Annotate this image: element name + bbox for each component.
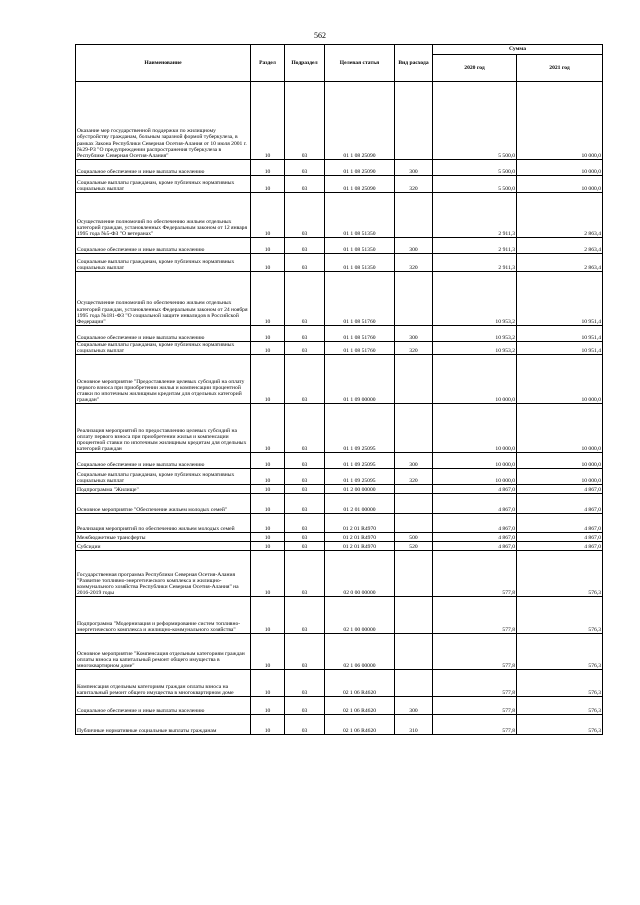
row-sum-2020: 4 867,0	[433, 542, 517, 551]
row-sum-2021: 2 863,4	[517, 193, 603, 238]
row-sum-2020: 2 911,3	[433, 254, 517, 272]
row-sum-2020: 10 000,0	[433, 355, 517, 404]
row-name: Субсидии	[76, 542, 251, 551]
row-subsection: 03	[285, 551, 325, 597]
row-sum-2021: 10 000,0	[517, 355, 603, 404]
row-sum-2021: 2 863,4	[517, 238, 603, 254]
row-sum-2021: 10 000,0	[517, 176, 603, 193]
table-row	[76, 697, 603, 715]
row-expense-type	[395, 634, 433, 670]
table-row	[76, 193, 603, 238]
row-expense-type: 320	[395, 254, 433, 272]
row-sum-2021: 2 863,4	[517, 254, 603, 272]
table-row	[76, 326, 603, 342]
row-section: 10	[251, 193, 285, 238]
table-row	[76, 533, 603, 542]
header-section: Раздел	[251, 45, 285, 82]
row-expense-type	[395, 551, 433, 597]
row-section: 10	[251, 542, 285, 551]
header-subsection: Подраздел	[285, 45, 325, 82]
header-year-2020: 2020 год	[433, 55, 517, 82]
row-subsection: 03	[285, 469, 325, 485]
row-sum-2020: 2 911,3	[433, 193, 517, 238]
row-expense-type: 320	[395, 176, 433, 193]
table-row	[76, 485, 603, 494]
row-name: Основное мероприятие "Компенсация отдельным категориям граждан оплаты взноса на капитальный ремонт общего имущества в многоквартирном доме"	[76, 634, 251, 670]
table-row	[76, 254, 603, 272]
row-subsection: 03	[285, 514, 325, 533]
row-section: 10	[251, 697, 285, 715]
row-section: 10	[251, 485, 285, 494]
row-sum-2020: 10 953,2	[433, 342, 517, 355]
row-name: Социальное обеспечение и иные выплаты населению	[76, 453, 251, 469]
table-row	[76, 82, 603, 160]
row-name: Подпрограмма "Модернизация и реформирование систем топливно-энергетического комплекса и жилищно-коммунального хозяйства"	[76, 597, 251, 634]
row-target: 01 1 08 25090	[325, 82, 395, 160]
row-target: 01 1 08 51350	[325, 193, 395, 238]
row-name: Осуществление полномочий по обеспечению жильем отдельных категорий граждан, установленных Федеральным законом от 12 января 1995 года №5-ФЗ "О ветеранах"	[76, 193, 251, 238]
row-name: Государственная программа Республики Северная Осетия-Алания "Развитие топливно-энергетического комплекса и жилищно-коммунального хозяйства Республики Северная Осетия-Алания" на 2016-2019 годы	[76, 551, 251, 597]
row-sum-2021: 4 867,0	[517, 514, 603, 533]
page-number: 562	[314, 31, 326, 40]
row-subsection: 03	[285, 697, 325, 715]
row-name: Реализация мероприятий по обеспечению жильем молодых семей	[76, 514, 251, 533]
row-target: 01 1 08 51760	[325, 272, 395, 326]
row-name: Межбюджетные трансферты	[76, 533, 251, 542]
row-sum-2020: 4 867,0	[433, 494, 517, 514]
row-section: 10	[251, 254, 285, 272]
row-expense-type: 310	[395, 715, 433, 735]
table-row	[76, 404, 603, 453]
row-subsection: 03	[285, 272, 325, 326]
table-row	[76, 670, 603, 697]
row-sum-2021: 10 951,4	[517, 342, 603, 355]
row-section: 10	[251, 533, 285, 542]
row-name: Оказание мер государственной поддержки по жилищному обустройству гражданам, больным заразной формой туберкулеза, в рамках Закона Республики Северная Осетия-Алания от 10 июля 2001 г. №29-РЗ "О предупреждении распространения туберкулеза в Республике Северная Осетия-Алания"	[76, 82, 251, 160]
row-sum-2021: 4 867,0	[517, 542, 603, 551]
row-expense-type: 520	[395, 542, 433, 551]
table-row	[76, 551, 603, 597]
row-sum-2021: 10 000,0	[517, 404, 603, 453]
row-sum-2021: 10 000,0	[517, 469, 603, 485]
row-section: 10	[251, 82, 285, 160]
row-section: 10	[251, 238, 285, 254]
row-target: 01 1 09 00000	[325, 355, 395, 404]
row-section: 10	[251, 404, 285, 453]
row-section: 10	[251, 355, 285, 404]
row-section: 10	[251, 326, 285, 342]
row-subsection: 03	[285, 533, 325, 542]
row-target: 01 1 08 51760	[325, 326, 395, 342]
row-target: 02 1 06 00000	[325, 634, 395, 670]
row-sum-2020: 577,8	[433, 697, 517, 715]
row-subsection: 03	[285, 715, 325, 735]
row-sum-2020: 4 867,0	[433, 485, 517, 494]
row-expense-type	[395, 193, 433, 238]
row-subsection: 03	[285, 404, 325, 453]
row-target: 01 1 08 25090	[325, 160, 395, 176]
row-name: Социальное обеспечение и иные выплаты населению	[76, 160, 251, 176]
row-subsection: 03	[285, 254, 325, 272]
table-row	[76, 238, 603, 254]
row-sum-2020: 577,8	[433, 551, 517, 597]
budget-body	[76, 82, 603, 735]
row-subsection: 03	[285, 326, 325, 342]
row-subsection: 03	[285, 542, 325, 551]
row-sum-2020: 5 500,0	[433, 176, 517, 193]
row-sum-2021: 10 000,0	[517, 82, 603, 160]
row-target: 01 2 01 R4970	[325, 542, 395, 551]
row-expense-type: 320	[395, 342, 433, 355]
row-subsection: 03	[285, 160, 325, 176]
table-row	[76, 597, 603, 634]
row-name: Социальные выплаты гражданам, кроме публичных нормативных социальных выплат	[76, 469, 251, 485]
row-sum-2020: 5 500,0	[433, 82, 517, 160]
row-sum-2020: 2 911,3	[433, 238, 517, 254]
row-section: 10	[251, 342, 285, 355]
row-section: 10	[251, 715, 285, 735]
row-subsection: 03	[285, 670, 325, 697]
row-name: Социальные выплаты гражданам, кроме публичных нормативных социальных выплат	[76, 254, 251, 272]
row-sum-2021: 10 951,4	[517, 272, 603, 326]
row-expense-type: 320	[395, 469, 433, 485]
row-name: Социальные выплаты гражданам, кроме публичных нормативных социальных выплат	[76, 176, 251, 193]
row-target: 01 2 01 00000	[325, 494, 395, 514]
row-name: Основное мероприятие "Обеспечение жильем молодых семей"	[76, 494, 251, 514]
row-sum-2020: 577,8	[433, 715, 517, 735]
row-name: Социальное обеспечение и иные выплаты населению	[76, 697, 251, 715]
row-name: Социальные выплаты гражданам, кроме публичных нормативных социальных выплат	[76, 342, 251, 355]
row-section: 10	[251, 514, 285, 533]
table-row	[76, 453, 603, 469]
row-expense-type	[395, 597, 433, 634]
row-sum-2020: 4 867,0	[433, 533, 517, 542]
row-section: 10	[251, 494, 285, 514]
row-sum-2021: 4 867,0	[517, 533, 603, 542]
row-sum-2021: 576,3	[517, 670, 603, 697]
row-subsection: 03	[285, 82, 325, 160]
row-target: 01 2 00 00000	[325, 485, 395, 494]
table-row	[76, 272, 603, 326]
table-row	[76, 715, 603, 735]
row-subsection: 03	[285, 494, 325, 514]
row-expense-type	[395, 82, 433, 160]
row-subsection: 03	[285, 453, 325, 469]
row-expense-type	[395, 272, 433, 326]
row-subsection: 03	[285, 485, 325, 494]
row-sum-2021: 4 867,0	[517, 485, 603, 494]
row-target: 01 1 08 51760	[325, 342, 395, 355]
row-name: Реализация мероприятий по предоставлению целевых субсидий на оплату первого взноса при приобретении жилья и компенсации процентной ставки по ипотечным жилищным кредитам для отдельных категорий граждан	[76, 404, 251, 453]
row-sum-2020: 5 500,0	[433, 160, 517, 176]
row-sum-2020: 10 000,0	[433, 453, 517, 469]
row-section: 10	[251, 670, 285, 697]
row-sum-2021: 576,3	[517, 697, 603, 715]
row-sum-2020: 10 000,0	[433, 469, 517, 485]
budget-table	[75, 44, 603, 735]
row-name: Осуществление полномочий по обеспечению жильем отдельных категорий граждан, установленных Федеральным законом от 24 ноября 1995 года №181-ФЗ "О социальной защите инвалидов в Российской Федерации"	[76, 272, 251, 326]
row-target: 01 1 08 51350	[325, 254, 395, 272]
row-section: 10	[251, 176, 285, 193]
row-expense-type: 300	[395, 160, 433, 176]
row-expense-type: 300	[395, 326, 433, 342]
table-row	[76, 469, 603, 485]
header-sum: Сумма	[433, 45, 603, 55]
row-expense-type	[395, 355, 433, 404]
header-target: Целевая статья	[325, 45, 395, 82]
row-sum-2021: 10 951,4	[517, 326, 603, 342]
table-row	[76, 514, 603, 533]
row-expense-type: 300	[395, 238, 433, 254]
row-subsection: 03	[285, 193, 325, 238]
row-name: Основное мероприятие "Предоставление целевых субсидий на оплату первого взноса при приобретении жилья и компенсации процентной ставки по ипотечным жилищным кредитам для отдельных категорий граждан"	[76, 355, 251, 404]
row-expense-type: 300	[395, 453, 433, 469]
table-row	[76, 542, 603, 551]
row-sum-2021: 576,3	[517, 634, 603, 670]
table-row	[76, 634, 603, 670]
row-target: 01 1 09 25095	[325, 469, 395, 485]
row-expense-type	[395, 494, 433, 514]
row-section: 10	[251, 597, 285, 634]
row-name: Социальное обеспечение и иные выплаты населению	[76, 326, 251, 342]
row-subsection: 03	[285, 176, 325, 193]
row-section: 10	[251, 634, 285, 670]
row-sum-2020: 577,8	[433, 597, 517, 634]
row-target: 02 1 00 00000	[325, 597, 395, 634]
row-target: 02 1 06 R4620	[325, 670, 395, 697]
row-section: 10	[251, 272, 285, 326]
row-sum-2021: 10 000,0	[517, 160, 603, 176]
table-row	[76, 176, 603, 193]
row-name: Подпрограмма "Жилище"	[76, 485, 251, 494]
row-section: 10	[251, 469, 285, 485]
row-target: 01 2 01 R4970	[325, 533, 395, 542]
row-target: 02 0 00 00000	[325, 551, 395, 597]
row-section: 10	[251, 160, 285, 176]
row-subsection: 03	[285, 238, 325, 254]
row-target: 02 1 06 R4620	[325, 697, 395, 715]
row-target: 01 1 09 25095	[325, 453, 395, 469]
header-name: Наименование	[76, 45, 251, 82]
row-target: 01 2 01 R4970	[325, 514, 395, 533]
row-name: Социальное обеспечение и иные выплаты населению	[76, 238, 251, 254]
row-target: 02 1 06 R4620	[325, 715, 395, 735]
row-sum-2020: 577,8	[433, 670, 517, 697]
row-expense-type	[395, 485, 433, 494]
row-name: Публичные нормативные социальные выплаты гражданам	[76, 715, 251, 735]
row-name: Компенсация отдельным категориям граждан оплаты взноса на капитальный ремонт общего имущества в многоквартирном доме	[76, 670, 251, 697]
row-sum-2021: 576,3	[517, 715, 603, 735]
row-sum-2020: 4 867,0	[433, 514, 517, 533]
table-row	[76, 355, 603, 404]
row-sum-2021: 4 867,0	[517, 494, 603, 514]
row-sum-2020: 10 000,0	[433, 404, 517, 453]
header-year-2021: 2021 год	[517, 55, 603, 82]
row-expense-type	[395, 670, 433, 697]
row-expense-type: 300	[395, 697, 433, 715]
row-sum-2021: 576,3	[517, 597, 603, 634]
row-sum-2020: 10 953,2	[433, 272, 517, 326]
row-target: 01 1 08 51350	[325, 238, 395, 254]
row-subsection: 03	[285, 355, 325, 404]
row-subsection: 03	[285, 597, 325, 634]
row-sum-2021: 10 000,0	[517, 453, 603, 469]
row-sum-2021: 576,3	[517, 551, 603, 597]
row-sum-2020: 577,8	[433, 634, 517, 670]
table-row	[76, 160, 603, 176]
table-row	[76, 494, 603, 514]
row-target: 01 1 08 25090	[325, 176, 395, 193]
row-expense-type	[395, 404, 433, 453]
row-expense-type	[395, 514, 433, 533]
table-row	[76, 342, 603, 355]
row-sum-2020: 10 953,2	[433, 326, 517, 342]
header-expense-type: Вид расхода	[395, 45, 433, 82]
row-subsection: 03	[285, 634, 325, 670]
row-section: 10	[251, 453, 285, 469]
row-section: 10	[251, 551, 285, 597]
row-expense-type: 500	[395, 533, 433, 542]
row-target: 01 1 09 25095	[325, 404, 395, 453]
row-subsection: 03	[285, 342, 325, 355]
